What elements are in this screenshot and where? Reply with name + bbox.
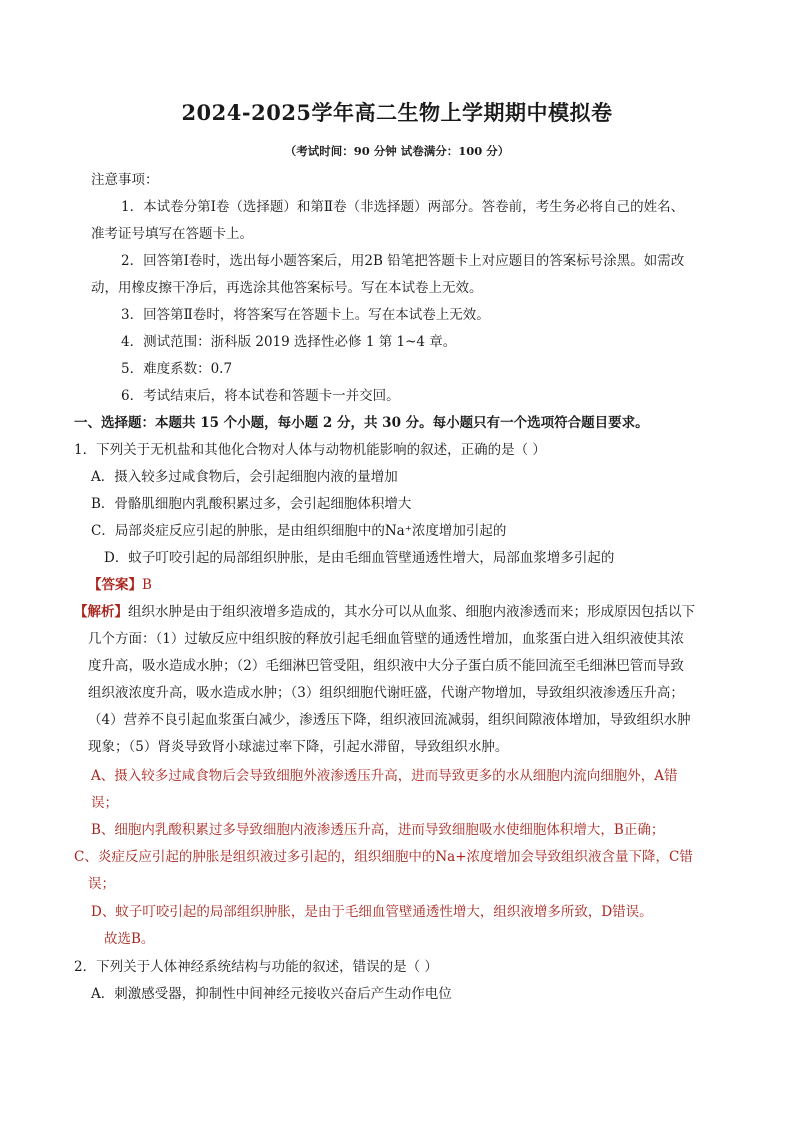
analysis-text: 组织水肿是由于组织液增多造成的，其水分可以从血浆、细胞内液渗透而来；形成原因包括以下 [128, 604, 695, 620]
notice-item: 准考证号填写在答题卡上。 [91, 226, 253, 242]
notice-item: 5．难度系数：0.7 [121, 361, 233, 377]
explanation-text: 误； [91, 795, 118, 811]
question-option: A．摄入较多过咸食物后，会引起细胞内液的量增加 [91, 469, 398, 485]
notice-heading: 注意事项： [91, 172, 159, 188]
question-stem: 1．下列关于无机盐和其他化合物对人体与动物机能影响的叙述，正确的是（ ） [74, 442, 546, 458]
conclusion-text: 故选B。 [104, 931, 155, 947]
analysis-tag: 【解析】 [74, 604, 128, 620]
notice-item: 2．回答第Ⅰ卷时，选出每小题答案后，用2B 铅笔把答题卡上对应题目的答案标号涂黑。如需改 [121, 253, 685, 269]
notice-item: 3．回答第Ⅱ卷时，将答案写在答题卡上。写在本试卷上无效。 [121, 307, 490, 323]
explanation-text: D、蚊子叮咬引起的局部组织肿胀，是由于毛细血管壁通透性增大，组织液增多所致，D错误。 [91, 904, 653, 920]
notice-item: 1．本试卷分第Ⅰ卷（选择题）和第Ⅱ卷（非选择题）两部分。答卷前，考生务必将自己的姓名、 [121, 199, 685, 215]
question-option: C．局部炎症反应引起的肿胀，是由组织细胞中的Na⁺浓度增加引起的 [91, 523, 507, 539]
analysis-text: （4）营养不良引起血浆蛋白减少，渗透压下降，组织液回流减弱，组织间隙液体增加，导致组织水肿 [88, 712, 691, 728]
exam-info: （考试时间：90 分钟 试卷满分：100 分） [284, 144, 510, 158]
answer-tag: 【答案】 [88, 577, 142, 593]
notice-item: 4．测试范围：浙科版 2019 选择性必修 1 第 1~4 章。 [121, 334, 457, 350]
question-option: A．刺激感受器，抑制性中间神经元接收兴奋后产生动作电位 [91, 986, 452, 1002]
analysis-text: 组织液浓度升高，吸水造成水肿；（3）组织细胞代谢旺盛，代谢产物增加，导致组织液渗透压升高； [88, 685, 684, 701]
question-stem: 2．下列关于人体神经系统结构与功能的叙述，错误的是（ ） [74, 959, 438, 975]
analysis-text: 度升高，吸水造成水肿；（2）毛细淋巴管受阻，组织液中大分子蛋白质不能回流至毛细淋巴管而导致 [88, 658, 684, 674]
answer-value: B [142, 577, 152, 593]
explanation-text: C、炎症反应引起的肿胀是组织液过多引起的，组织细胞中的Na+浓度增加会导致组织液含量下降，C错 [74, 849, 693, 865]
explanation-text: A、摄入较多过咸食物后会导致细胞外液渗透压升高，进而导致更多的水从细胞内流向细胞外，A错 [91, 768, 678, 784]
page-title: 2024-2025学年高二生物上学期期中模拟卷 [181, 100, 613, 125]
analysis-line [74, 603, 695, 621]
analysis-text: 现象；（5）肾炎导致肾小球滤过率下降，引起水滞留，导致组织水肿。 [88, 739, 509, 755]
analysis-text: 几个方面：（1）过敏反应中组织胺的释放引起毛细血管壁的通透性增加，血浆蛋白进入组织液使其浓 [88, 631, 684, 647]
section-heading: 一、选择题：本题共 15 个小题，每小题 2 分，共 30 分。每小题只有一个选项符合题目要求。 [74, 415, 649, 431]
explanation-text: B、细胞内乳酸积累过多导致细胞内液渗透压升高，进而导致细胞吸水使细胞体积增大，B正确； [91, 822, 665, 838]
question-option: D．蚊子叮咬引起的局部组织肿胀，是由毛细血管壁通透性增大，局部血浆增多引起的 [104, 550, 615, 566]
notice-item: 动，用橡皮擦干净后，再选涂其他答案标号。写在本试卷上无效。 [91, 280, 483, 296]
question-option: B．骨骼肌细胞内乳酸积累过多，会引起细胞体积增大 [91, 496, 412, 512]
notice-item: 6．考试结束后，将本试卷和答题卡一并交回。 [121, 388, 400, 404]
explanation-text: 误； [88, 876, 115, 892]
answer-line [88, 576, 152, 594]
